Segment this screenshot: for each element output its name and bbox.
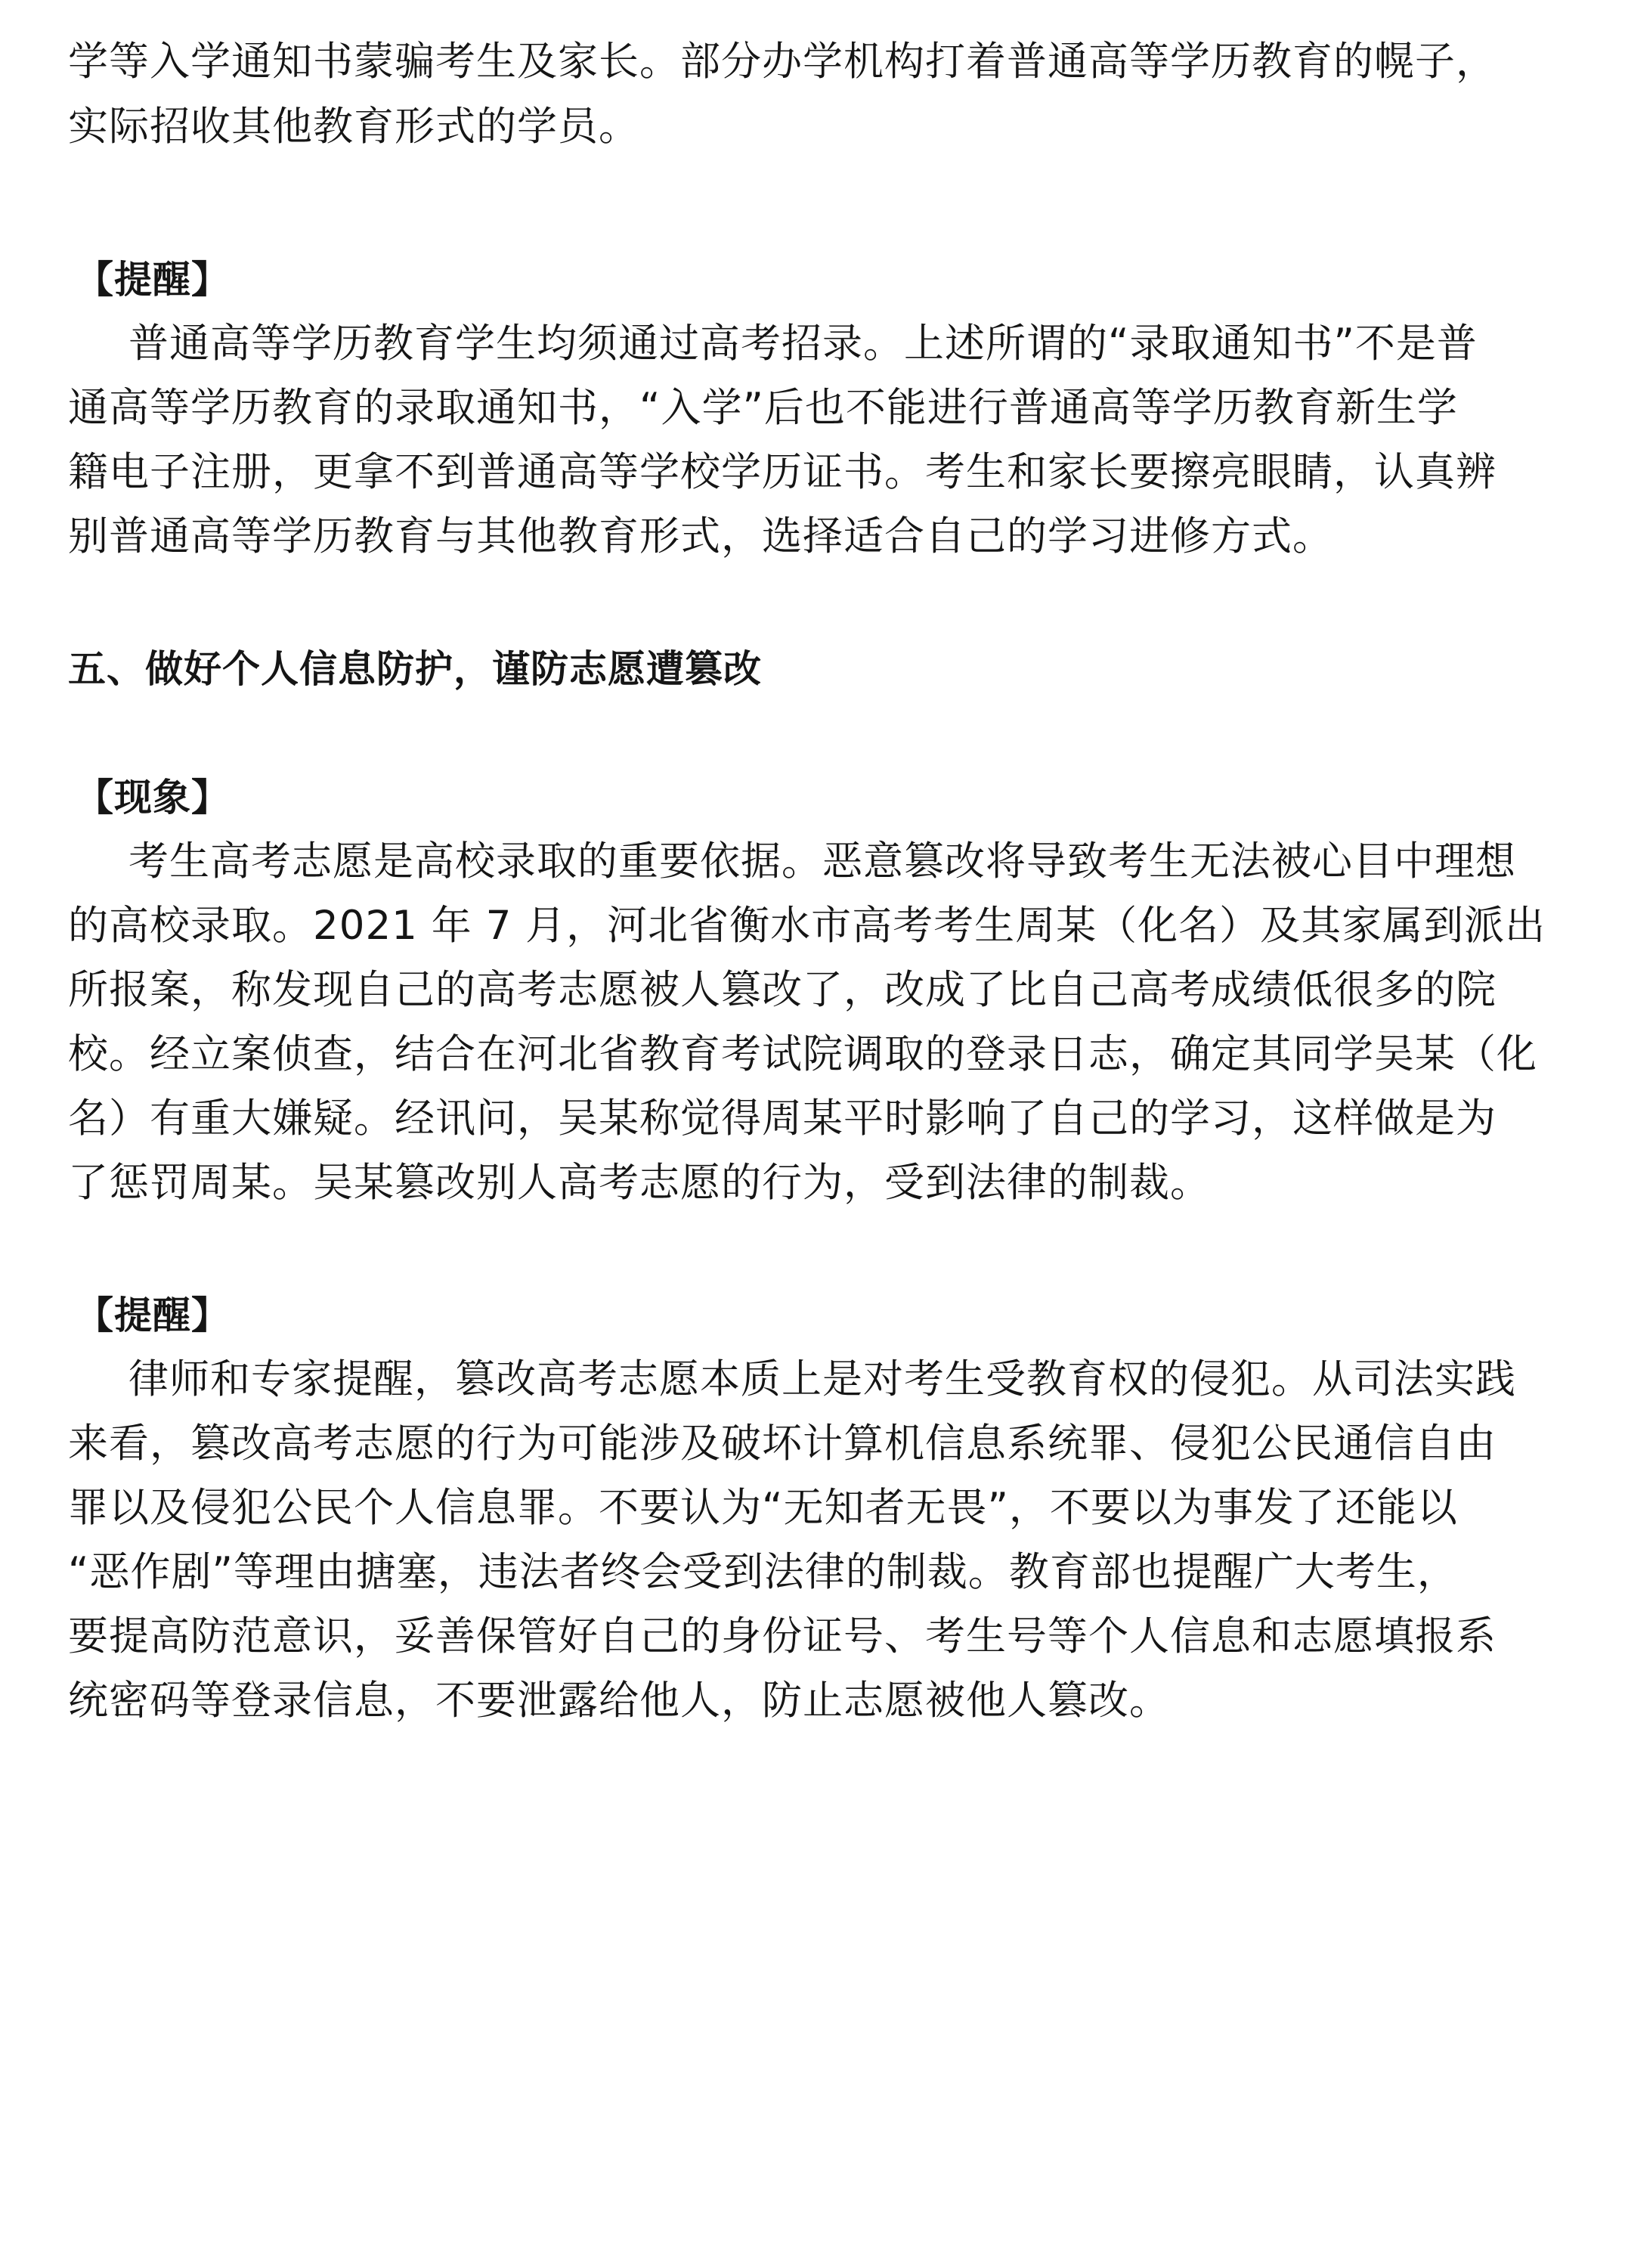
- paragraph-line: 统密码等登录信息，不要泄露给他人，防止志愿被他人篡改。: [68, 1678, 1170, 1724]
- paragraph-line: “恶作剧”等理由搪塞，违法者终会受到法律的制裁。教育部也提醒广大考生，: [68, 1549, 1458, 1595]
- reminder-label: 【提醒】: [76, 1294, 230, 1337]
- paragraph-line: 要提高防范意识，妥善保管好自己的身份证号、考生号等个人信息和志愿填报系: [68, 1613, 1497, 1659]
- paragraph-line: 律师和专家提醒，篡改高考志愿本质上是对考生受教育权的侵犯。从司法实践: [128, 1356, 1516, 1402]
- paragraph-line: 了惩罚周某。吴某篡改别人高考志愿的行为，受到法律的制裁。: [68, 1160, 1211, 1206]
- paragraph-line: 所报案，称发现自己的高考志愿被人篡改了，改成了比自己高考成绩低很多的院: [68, 967, 1497, 1013]
- paragraph-line: 考生高考志愿是高校录取的重要依据。恶意篡改将导致考生无法被心目中理想: [128, 838, 1516, 885]
- reminder-label: 【提醒】: [76, 258, 230, 302]
- paragraph-line: 名）有重大嫌疑。经讯问，吴某称觉得周某平时影响了自己的学习，这样做是为: [68, 1095, 1497, 1142]
- paragraph-line: 学等入学通知书蒙骗考生及家长。部分办学机构打着普通高等学历教育的幌子，: [68, 39, 1497, 85]
- phenomenon-label: 【现象】: [76, 776, 230, 820]
- paragraph-line: 校。经立案侦查，结合在河北省教育考试院调取的登录日志，确定其同学吴某（化: [68, 1031, 1537, 1077]
- section-heading: 五、做好个人信息防护，谨防志愿遭篡改: [68, 647, 762, 691]
- paragraph-line: 通高等学历教育的录取通知书，“入学”后也不能进行普通高等学历教育新生学: [68, 385, 1458, 431]
- paragraph-line: 来看，篡改高考志愿的行为可能涉及破坏计算机信息系统罪、侵犯公民通信自由: [68, 1421, 1497, 1467]
- paragraph-line: 籍电子注册，更拿不到普通高等学校学历证书。考生和家长要擦亮眼睛，认真辨: [68, 449, 1497, 495]
- paragraph-line: 普通高等学历教育学生均须通过高考招录。上述所谓的“录取通知书”不是普: [128, 321, 1478, 367]
- paragraph-line: 实际招收其他教育形式的学员。: [68, 104, 639, 150]
- paragraph-line: 的高校录取。2021 年 7 月，河北省衡水市高考考生周某（化名）及其家属到派出: [68, 903, 1546, 949]
- paragraph-line: 别普通高等学历教育与其他教育形式，选择适合自己的学习进修方式。: [68, 513, 1333, 559]
- paragraph-line: 罪以及侵犯公民个人信息罪。不要认为“无知者无畏”，不要以为事发了还能以: [68, 1485, 1458, 1531]
